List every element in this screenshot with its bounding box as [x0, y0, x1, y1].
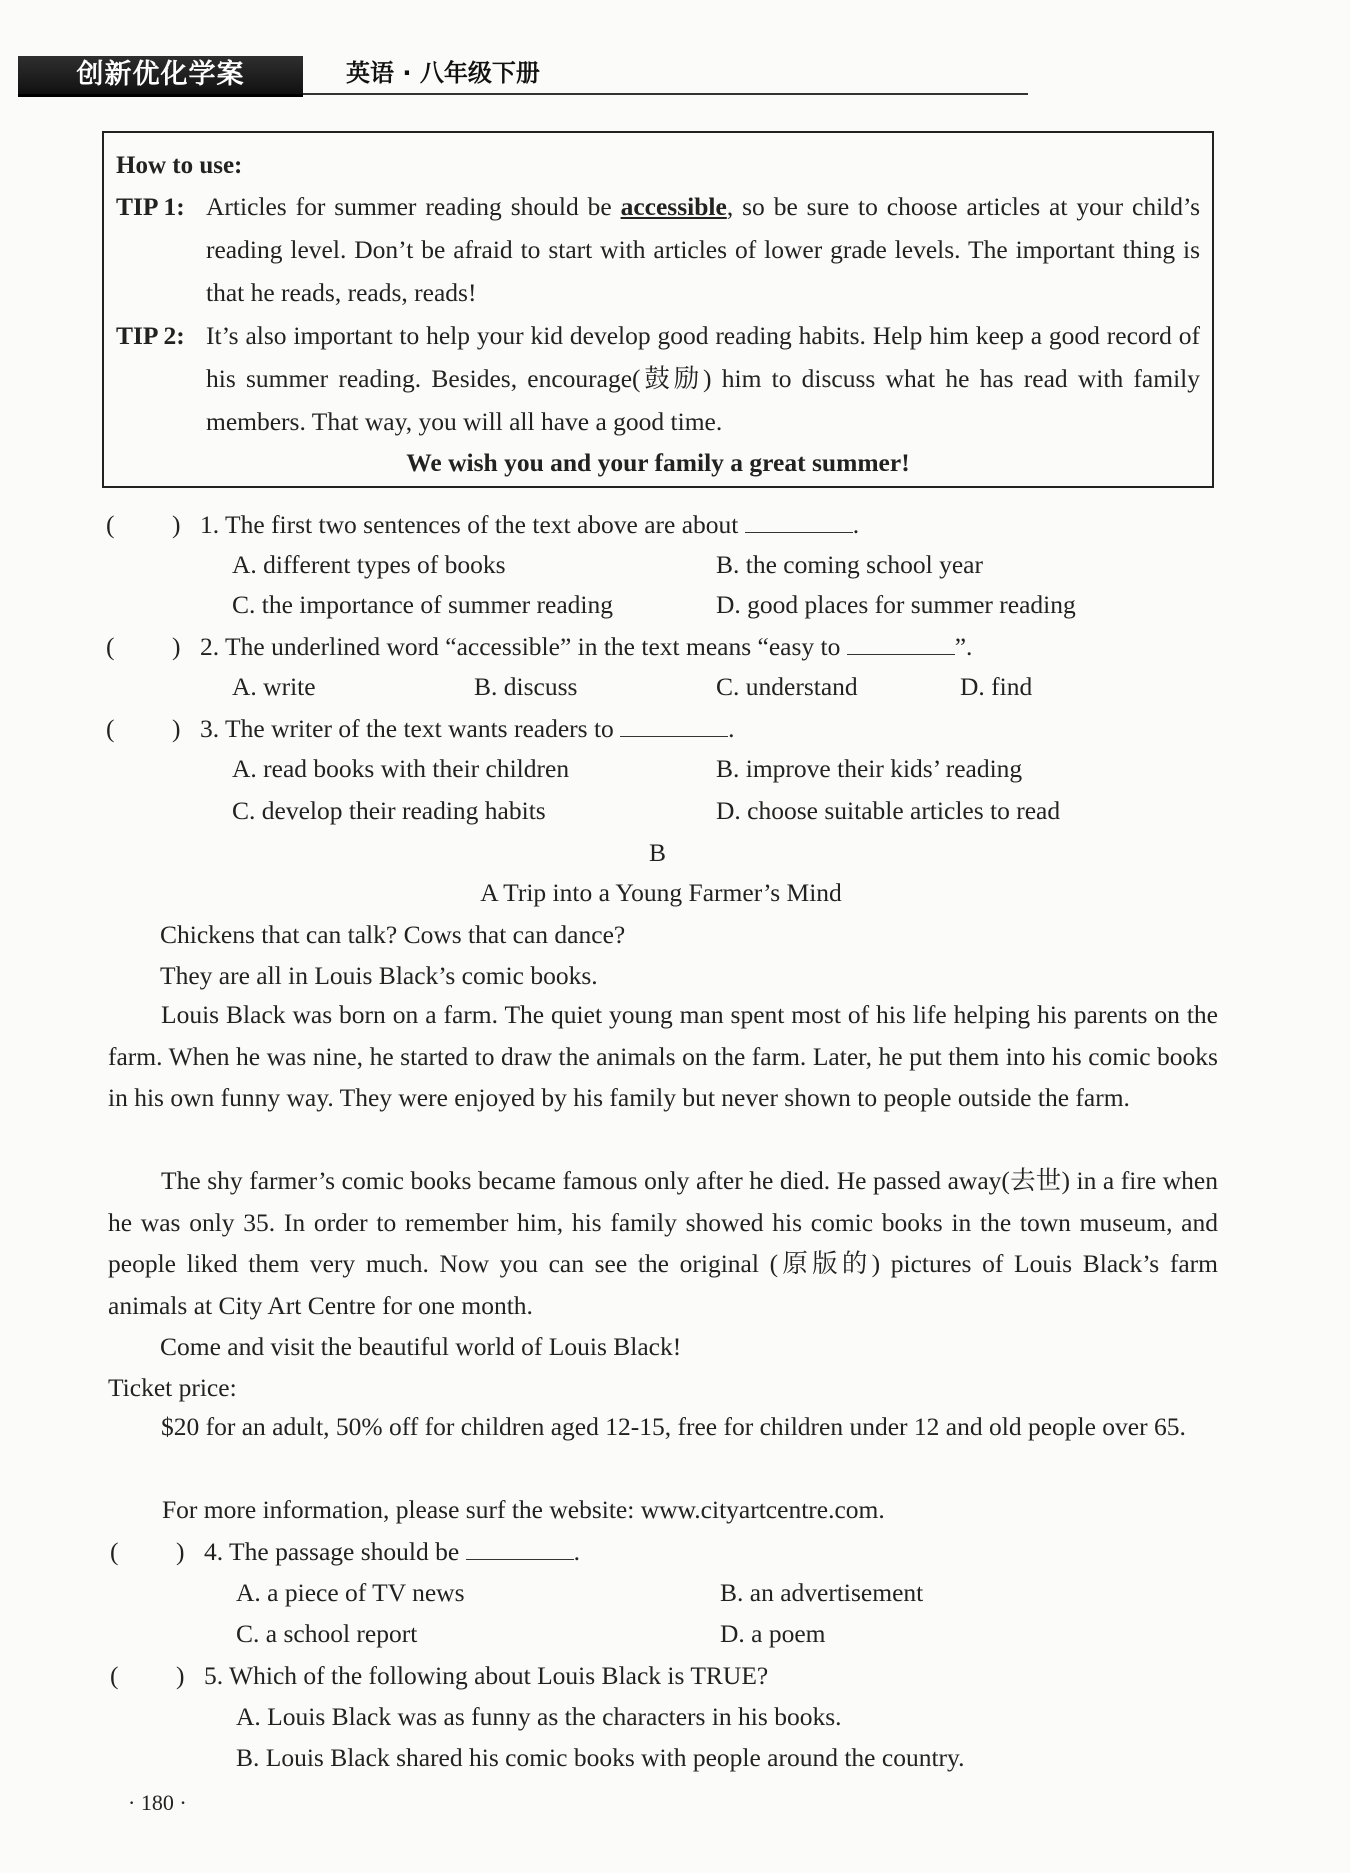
- question-end: .: [573, 1537, 580, 1566]
- question-text: The writer of the text wants readers to: [225, 714, 621, 743]
- brand-logo: 创新优化学案: [18, 56, 303, 97]
- section-label: B: [649, 838, 667, 867]
- passage-line: Come and visit the beautiful world of Louis Black!: [160, 1332, 682, 1361]
- passage-paragraph-2: [108, 1160, 1218, 1326]
- answer-paren-close: ): [172, 632, 181, 661]
- q1-option-d: D. good places for summer reading: [716, 590, 1076, 619]
- q5-option-b: B. Louis Black shared his comic books with people around the country.: [236, 1743, 965, 1772]
- header-rule: [303, 93, 1028, 95]
- tip-1-label: TIP 1:: [116, 192, 185, 221]
- question-number: 4.: [204, 1537, 224, 1566]
- answer-paren-open: (: [110, 1661, 119, 1690]
- q4-option-c: C. a school report: [236, 1619, 418, 1648]
- wish-line: We wish you and your family a great summer!: [406, 448, 910, 477]
- answer-paren-open: (: [110, 1537, 119, 1566]
- paragraph-text: Louis Black was born on a farm. The quiet young man spent most of his life helping his parents on the farm. When he was nine, he started to draw the animals on the farm. Later, he put them into his comic books in his own funny way. They were enjoyed by his family but never shown to people outside the farm.: [108, 1000, 1218, 1112]
- q2-option-d: D. find: [960, 672, 1033, 701]
- question-text: Which of the following about Louis Black is TRUE?: [229, 1661, 769, 1690]
- paragraph-text: The shy farmer’s comic books became famous only after he died. He passed away(去世) in a fire when he was only 35. In order to remember him, his family showed his comic books in the town museum, and people liked them very much. Now you can see the original (原版的) pictures of Louis Black’s farm animals at City Art Centre for one month.: [108, 1166, 1218, 1320]
- answer-blank: [620, 714, 728, 737]
- question-text: The underlined word “accessible” in the text means “easy to: [225, 632, 847, 661]
- ticket-price-label: Ticket price:: [108, 1373, 237, 1402]
- answer-blank: [466, 1537, 574, 1560]
- q1-option-c: C. the importance of summer reading: [232, 590, 613, 619]
- page-number: · 180 ·: [128, 1790, 187, 1815]
- underlined-word: accessible: [620, 192, 727, 221]
- question-text: The first two sentences of the text above are about: [225, 510, 745, 539]
- q3-option-a: A. read books with their children: [232, 754, 570, 783]
- question-end: .: [852, 510, 860, 539]
- tip-2: [116, 314, 1200, 443]
- how-to-use-heading: How to use:: [116, 152, 243, 179]
- ticket-price-text: [108, 1406, 1218, 1448]
- more-info-line: For more information, please surf the website: www.cityartcentre.com.: [162, 1495, 885, 1524]
- q5-option-a: A. Louis Black was as funny as the characters in his books.: [236, 1702, 842, 1731]
- tip-1-text-after: , so be sure to choose articles at your child’s reading level. Don’t be afraid to start with articles of lower grade levels. The important thing is that he reads, reads, reads!: [206, 192, 1200, 307]
- q3-option-d: D. choose suitable articles to read: [716, 796, 1061, 825]
- answer-paren-close: ): [172, 714, 181, 743]
- page-header: [18, 52, 1338, 96]
- question-number: 3.: [200, 714, 220, 743]
- tip-2-text: It’s also important to help your kid develop good reading habits. Help him keep a good record of his summer reading. Besides, encourage(鼓励) him to discuss what he has read with family members. That way, you will all have a good time.: [206, 321, 1200, 436]
- answer-paren-open: (: [106, 510, 115, 539]
- q3-option-b: B. improve their kids’ reading: [716, 754, 1023, 783]
- q1-option-b: B. the coming school year: [716, 550, 983, 579]
- answer-paren-close: ): [172, 510, 181, 539]
- tip-1-text: [206, 192, 1200, 307]
- tip-2-label: TIP 2:: [116, 321, 185, 350]
- question-5-stem: [204, 1659, 768, 1693]
- q4-option-b: B. an advertisement: [720, 1578, 924, 1607]
- question-3-stem: [200, 712, 735, 746]
- q2-option-b: B. discuss: [474, 672, 578, 701]
- q2-option-c: C. understand: [716, 672, 858, 701]
- question-number: 5.: [204, 1661, 224, 1690]
- question-end: ”.: [954, 632, 973, 661]
- answer-blank: [745, 510, 853, 533]
- question-4-stem: [204, 1535, 580, 1569]
- q2-option-a: A. write: [232, 672, 316, 701]
- subject-title: 英语 · 八年级下册: [346, 59, 540, 87]
- question-end: .: [728, 714, 735, 743]
- answer-paren-open: (: [106, 714, 115, 743]
- q4-option-a: A. a piece of TV news: [236, 1578, 465, 1607]
- passage-line: They are all in Louis Black’s comic books.: [160, 961, 598, 990]
- question-text: The passage should be: [229, 1537, 466, 1566]
- question-number: 1.: [200, 510, 220, 539]
- tips-box: [102, 131, 1214, 488]
- tip-1-text-before: Articles for summer reading should be: [206, 192, 621, 221]
- answer-paren-close: ): [176, 1537, 185, 1566]
- question-number: 2.: [200, 632, 220, 661]
- answer-blank: [847, 632, 955, 655]
- passage-title: A Trip into a Young Farmer’s Mind: [480, 878, 842, 907]
- q1-option-a: A. different types of books: [232, 550, 506, 579]
- paragraph-text: $20 for an adult, 50% off for children aged 12-15, free for children under 12 and old people over 65.: [161, 1412, 1186, 1441]
- answer-paren-close: ): [176, 1661, 185, 1690]
- question-1-stem: [200, 508, 859, 542]
- question-2-stem: [200, 630, 972, 664]
- answer-paren-open: (: [106, 632, 115, 661]
- passage-paragraph-1: [108, 994, 1218, 1119]
- passage-line: Chickens that can talk? Cows that can dance?: [160, 920, 626, 949]
- tip-1: [116, 185, 1200, 314]
- q3-option-c: C. develop their reading habits: [232, 796, 546, 825]
- q4-option-d: D. a poem: [720, 1619, 826, 1648]
